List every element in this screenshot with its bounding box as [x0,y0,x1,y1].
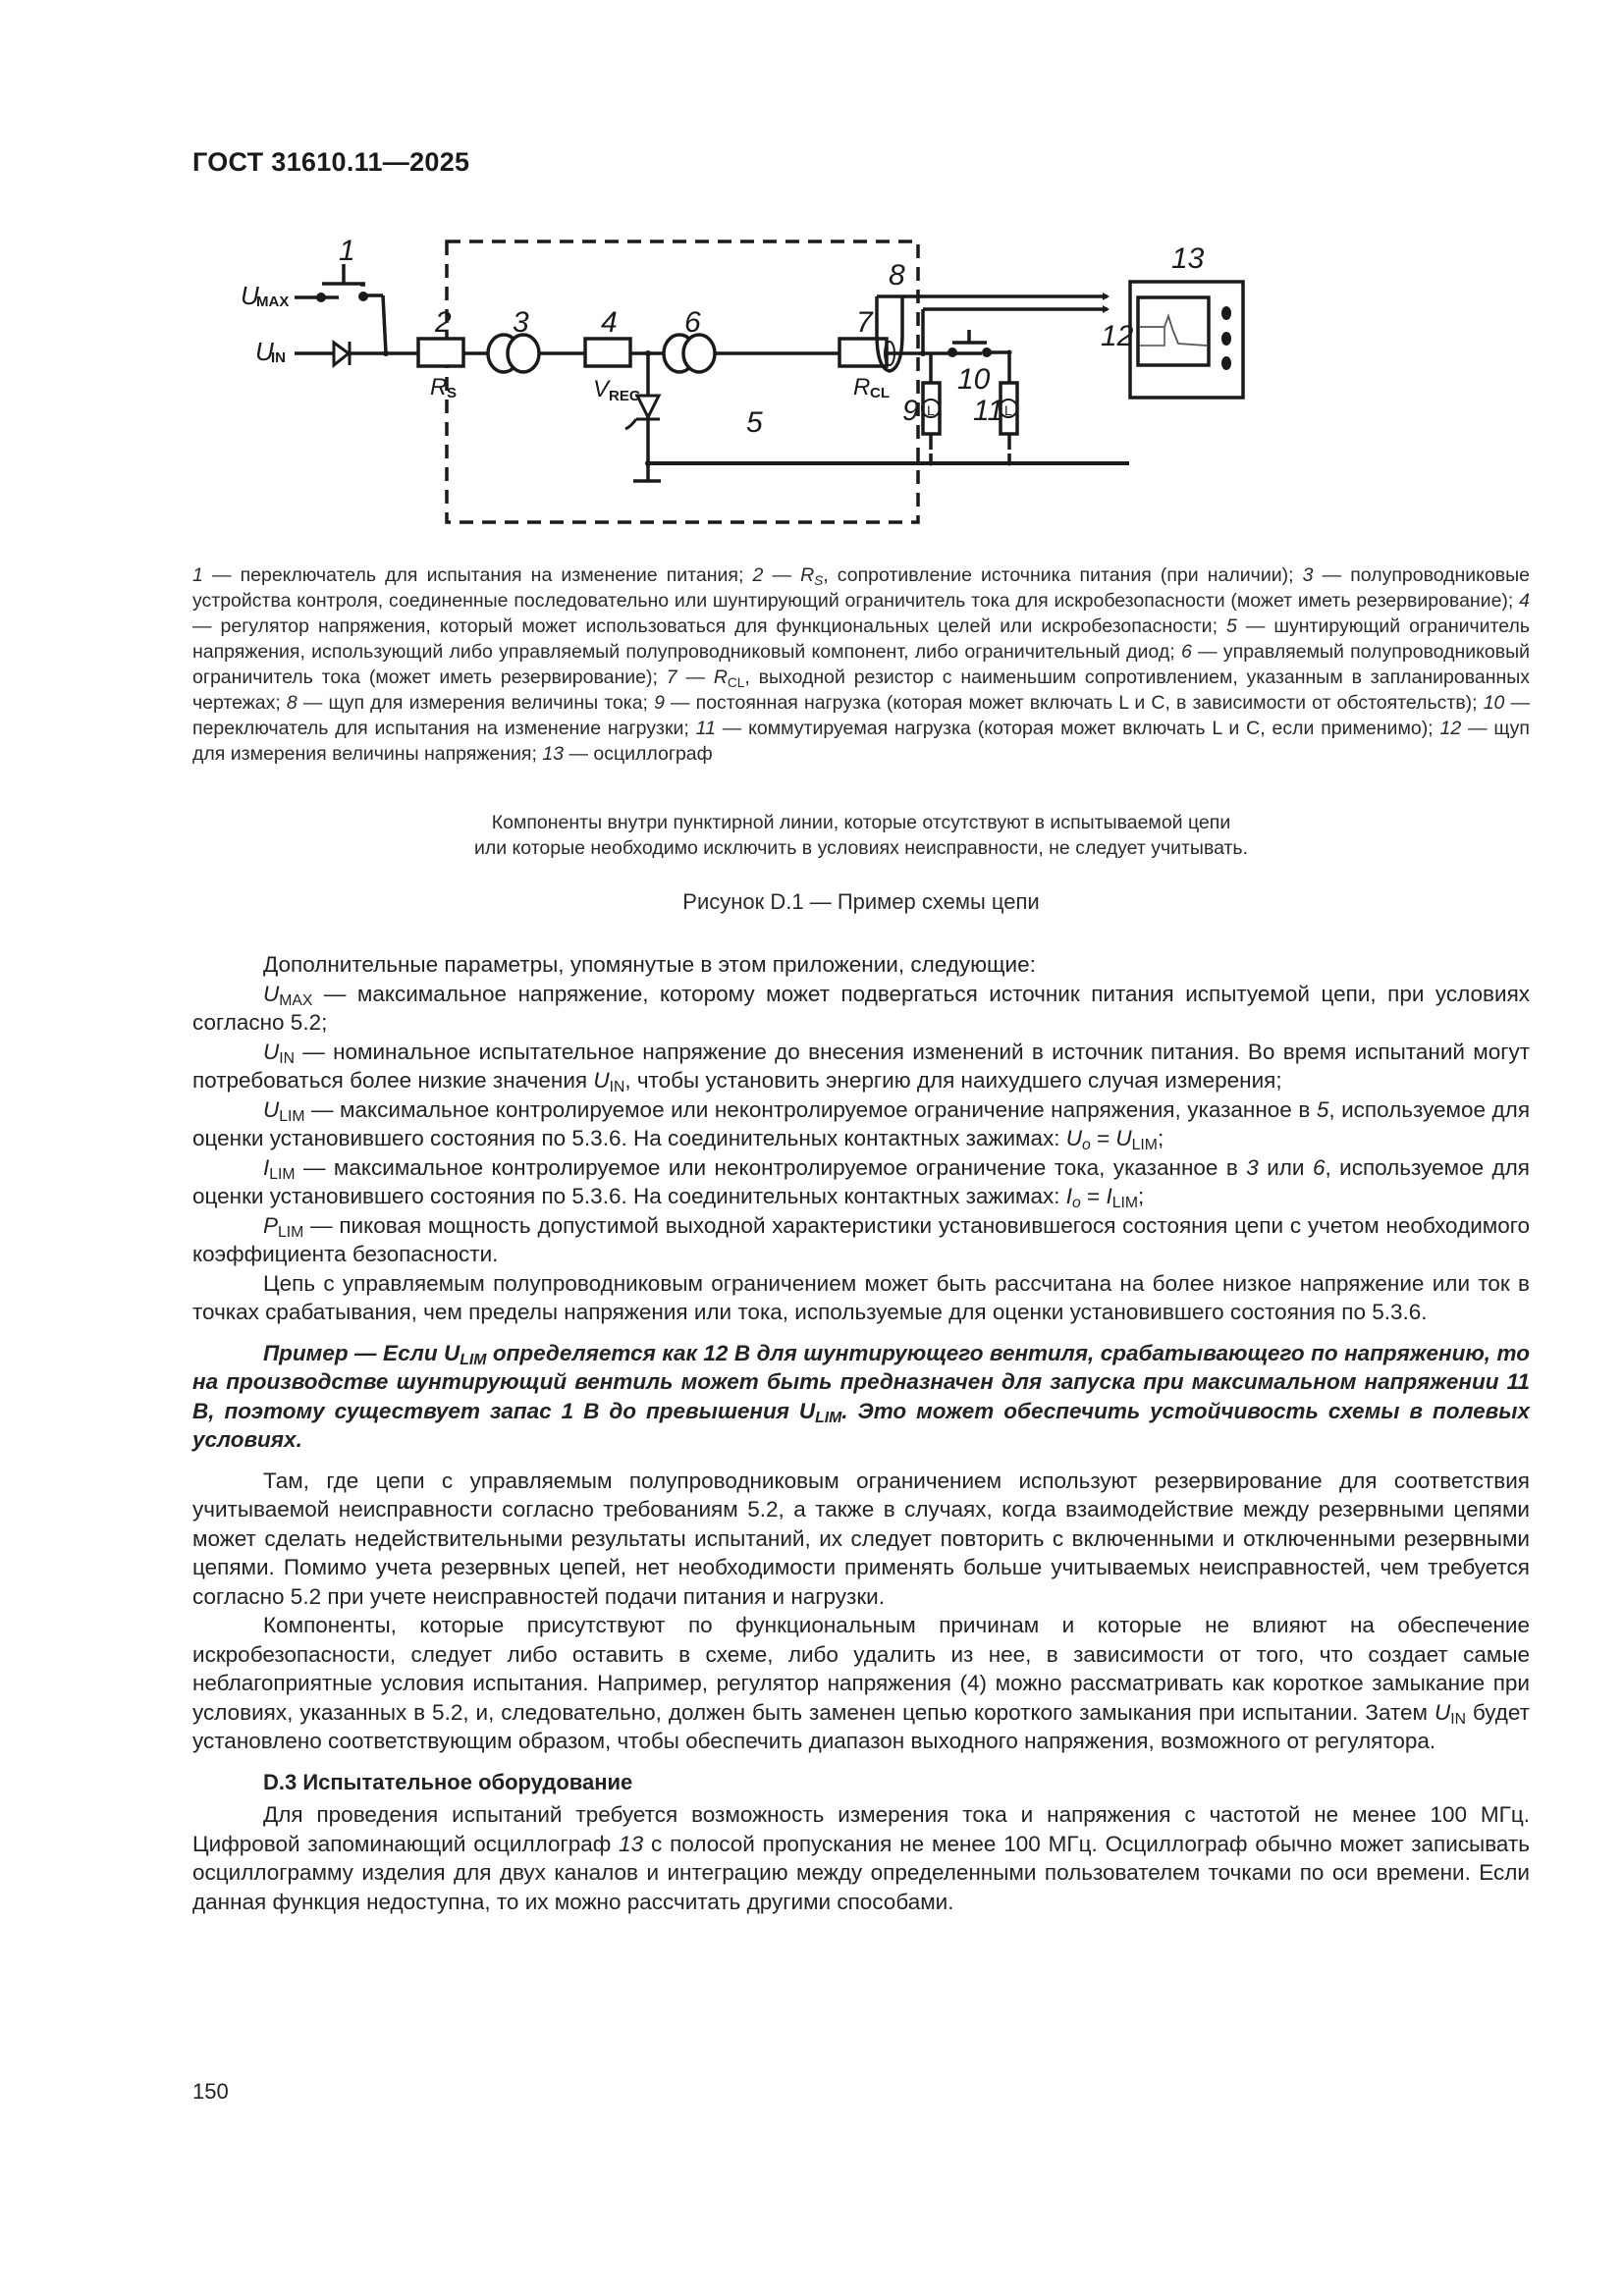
legend-item-11: 11 — коммутируемая нагрузка (которая может включать L и C, если применимо); [695,718,1440,739]
label-11: 11 [973,395,1004,427]
example-note: Пример — Если $U_{LIM}$ определяется как 12 В для шунтирующего вентиля, срабатывающего по напряжению, то на производстве шунтирующий вентиль может быть предназначен для запуска при максимальном напряжении 11 В, поэтому существует запас 1 В до превышения $U_{LIM}$. Это может обеспечить устойчивость схемы в полевых условиях. [192,1340,1530,1452]
label-6: 6 [684,306,701,339]
document-header: ГОСТ 31610.11—2025 [192,147,470,177]
svg-text:REG: REG [609,388,641,404]
components-paragraph: Компоненты, которые присутствуют по функциональным причинам и которые не влияют на обеспечение искробезопасности, следует либо оставить в схеме, либо удалить из нее, в зависимости от того, что создает самые неблагоприятные условия испытания. Например, регулятор напряжения (4) можно рассматривать как короткое замыкание при условиях, указанных в 5.2, и, следовательно, должен быть заменен цепью короткого замыкания при испытании. Затем $U_{IN}$ будет установлено соответствующим образом, чтобы обеспечить диапазон выходного напряжения, возможного от регулятора. [192,1613,1530,1753]
equipment-paragraph: Для проведения испытаний требуется возможность измерения тока и напряжения с частотой не менее 100 МГц. Цифровой запоминающий осциллограф 13 с полосой пропускания не менее 100 МГц. Осциллограф обычно может записывать осциллограмму изделия для двух каналов и интеграцию между определенными пользователем точками по оси времени. Если данная функция недоступна, то их можно рассчитать другими способами. [192,1802,1530,1914]
legend-item-12: 12 — щуп для измерения величины напряжения; [192,718,1530,765]
label-rs: R [430,374,448,400]
legend-item-4: 4 — регулятор напряжения, который может использоваться для функциональных целей или искробезопасности; [192,590,1530,637]
svg-text:IN: IN [271,349,286,366]
param-umax: $U_{MAX}$ — максимальное напряжение, которому может подвергаться источник питания испытуемой цепи, при условиях согласно 5.2; [192,981,1530,1035]
param-uin: $U_{IN}$ — номинальное испытательное напряжение до внесения изменений в источник питания. Во время испытаний могут потребоваться более низкие значения $U_{IN}$, чтобы установить энергию для наихудшего случая измерения; [192,1039,1530,1095]
legend-item-10: 10 — переключатель для испытания на изменение нагрузки; [192,692,1530,739]
label-5: 5 [746,406,763,439]
legend-item-8: 8 — щуп для измерения величины тока; [286,692,655,714]
legend-item-7: 7 — $R_{CL}$, выходной резистор с наименьшим сопротивлением, указанным в запланированных чертежах; [192,667,1531,714]
label-12: 12 [1101,320,1134,352]
label-3: 3 [513,306,529,339]
figure-note: Компоненты внутри пунктирной линии, которые отсутствуют в испытываемой цепи или которые необходимо исключить в условиях неисправности, не следует учитывать. [473,812,1249,859]
svg-text:MAX: MAX [256,294,290,310]
label-13: 13 [1171,242,1205,275]
label-2: 2 [435,306,452,339]
legend-item-2: 2 — $R_S$, сопротивление источника питания (при наличии); [752,564,1303,588]
param-plim: $P_{LIM}$ — пиковая мощность допустимой выходной характеристики установившегося состояния цепи с учетом необходимого коэффициента безопасности. [192,1212,1530,1266]
label-8: 8 [889,259,905,292]
document-body [192,950,1530,1916]
svg-text:CL: CL [870,385,890,401]
param-ilim: $I_{LIM}$ — максимальное контролируемое или неконтролируемое ограничение тока, указанное в 3 или 6, используемое для оценки установившего состояния по 5.3.6. На соединительных контактных зажимах: $I_o = I_{LIM}$; [192,1154,1530,1211]
legend-item-1: 1 — переключатель для испытания на изменение питания; [192,564,753,586]
label-umax: U [241,281,259,310]
circuit-diagram [0,0,1624,550]
figure-caption: Рисунок D.1 — Пример схемы цепи [682,889,1040,914]
legend-item-3: 3 — полупроводниковые устройства контроля, соединенные последовательно или шунтирующий ограничитель тока для искробезопасности (может иметь резервирование); [192,564,1530,612]
label-9: 9 [902,395,919,427]
svg-text:L: L [1004,402,1012,418]
legend-item-9: 9 — постоянная нагрузка (которая может включать L и C, в зависимости от обстоятельств); [654,692,1484,714]
page-number: 150 [192,2079,229,2104]
redundancy-paragraph: Там, где цепи с управляемым полупроводниковым ограничением используют резервирование для соответствия учитываемой неисправности согласно требованиям 5.2, а также в случаях, когда взаимодействие между резервными цепями может сделать недействительными результаты испытаний, их следует повторить с включенными и отключенными резервными цепями. Помимо учета резервных цепей, нет необходимости применять больше учитываемых неисправностей, чем требуется согласно 5.2 при учете неисправностей подачи питания и нагрузки. [192,1468,1530,1609]
label-4: 4 [601,306,618,339]
label-rcl: R [853,374,871,400]
label-7: 7 [856,306,873,339]
section-title: D.3 Испытательное оборудование [263,1769,633,1794]
label-1: 1 [339,235,355,267]
legend-item-13: 13 — осциллограф [542,743,713,765]
legend-item-6: 6 — управляемый полупроводниковый ограничитель тока (может иметь резервирование); [192,641,1530,688]
label-10: 10 [957,363,991,396]
intro-paragraph: Дополнительные параметры, упомянутые в этом приложении, следующие: [263,952,1036,977]
svg-text:S: S [447,385,458,401]
label-uin: U [255,337,274,366]
figure-legend [192,562,1530,767]
param-ulim: $U_{LIM}$ — максимальное контролируемое или неконтролируемое ограничение напряжения, указанное в 5, используемое для оценки установившего состояния по 5.3.6. На соединительных контактных зажимах: $U_o = U_{LIM}$; [192,1096,1530,1153]
svg-text:L: L [927,402,935,418]
legend-item-5: 5 — шунтирующий ограничитель напряжения, использующий либо управляемый полупроводниковый компонент, либо ограничительный диод; [192,615,1530,663]
label-vreg: V [593,376,610,402]
circuit-paragraph: Цепь с управляемым полупроводниковым ограничением может быть рассчитана на более низкое напряжение или ток в точках срабатывания, чем пределы напряжения или тока, используемые для оценки установившего состояния по 5.3.6. [192,1270,1530,1324]
